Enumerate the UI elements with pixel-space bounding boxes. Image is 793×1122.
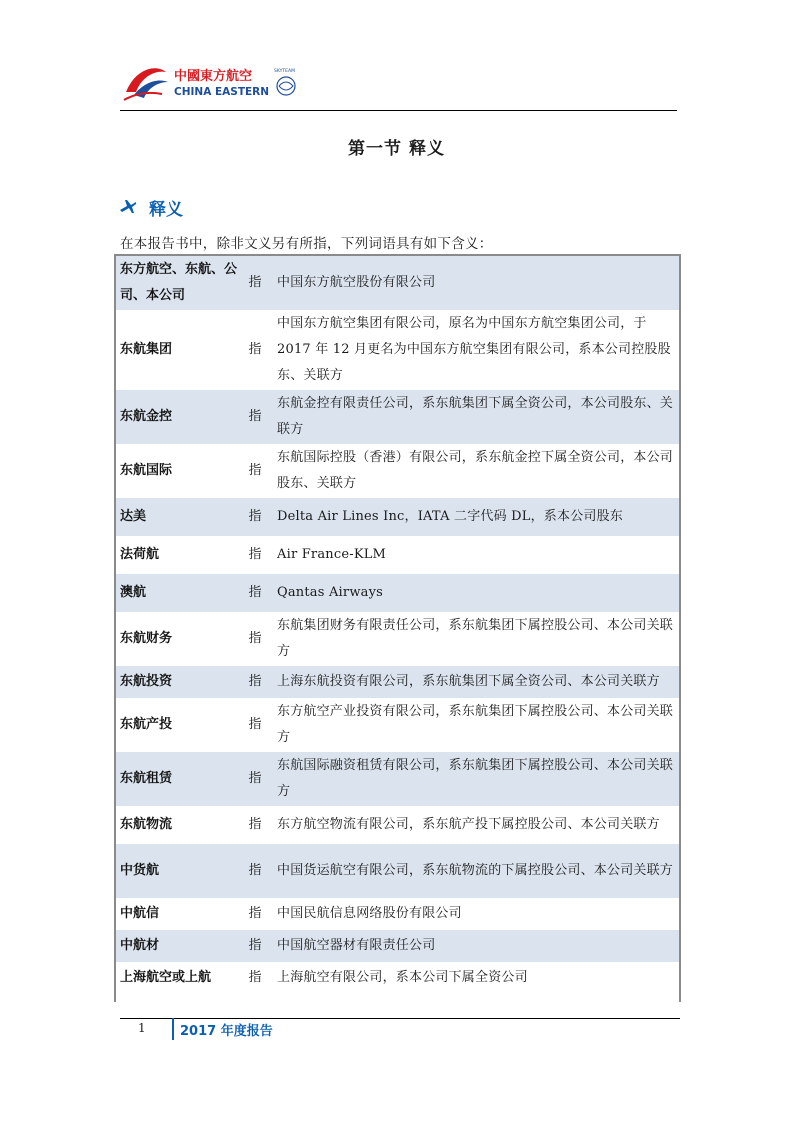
table-row — [116, 390, 679, 444]
term-cell: 东航金控 — [116, 390, 241, 444]
definition-cell: 东方航空物流有限公司，系东航产投下属控股公司、本公司关联方 — [277, 817, 660, 832]
table-row — [116, 962, 679, 994]
term-cell: 东航财务 — [120, 631, 173, 646]
company-logo — [122, 62, 302, 104]
header-rule — [120, 110, 677, 111]
ref-cell: 指 — [241, 390, 269, 444]
definition-cell: 中国民航信息网络股份有限公司 — [277, 906, 462, 921]
definition-cell: 中国东方航空股份有限公司 — [269, 256, 679, 310]
definitions-table — [114, 254, 681, 1002]
ref-cell: 指 — [248, 817, 262, 832]
table-row — [116, 536, 679, 574]
ref-cell: 指 — [248, 970, 262, 985]
logo-skyteam-text: SKYTEAM — [274, 69, 295, 74]
definition-cell: Air France-KLM — [277, 547, 387, 562]
ref-cell: 指 — [241, 666, 269, 698]
definition-cell: 中国货运航空有限公司，系东航物流的下属控股公司、本公司关联方 — [269, 844, 679, 898]
definition-cell: 中国东方航空集团有限公司，原名为中国东方航空集团公司，于 2017 年 12 月更名为中国东方航空集团有限公司，系本公司控股股东、关联方 — [277, 316, 671, 383]
airplane-icon — [119, 199, 137, 215]
table-row — [116, 310, 679, 390]
term-cell: 东航产投 — [120, 717, 173, 732]
table-row — [116, 898, 679, 930]
table-row — [116, 806, 679, 844]
definition-cell: 东航国际控股（香港）有限公司，系东航金控下属全资公司，本公司股东、关联方 — [277, 450, 674, 491]
heading-label: 释义 — [149, 199, 183, 220]
ref-cell: 指 — [248, 547, 262, 562]
definition-cell: Qantas Airways — [269, 574, 679, 612]
definition-cell: 东航金控有限责任公司，系东航集团下属全资公司，本公司股东、关联方 — [269, 390, 679, 444]
definition-cell: 上海航空有限公司，系本公司下属全资公司 — [277, 970, 528, 985]
table-row — [116, 612, 679, 666]
ref-cell: 指 — [241, 574, 269, 612]
ref-cell: 指 — [248, 717, 262, 732]
ref-cell: 指 — [248, 342, 262, 357]
term-cell: 中航信 — [120, 906, 160, 921]
table-row — [116, 444, 679, 498]
term-cell: 东航国际 — [120, 463, 173, 478]
footer-rule — [120, 1018, 680, 1019]
term-cell: 东方航空、东航、公司、本公司 — [116, 256, 241, 310]
definition-cell: Delta Air Lines Inc，IATA 二字代码 DL，系本公司股东 — [269, 498, 679, 536]
definition-cell: 东航国际融资租赁有限公司，系东航集团下属控股公司、本公司关联方 — [269, 752, 679, 806]
ref-cell: 指 — [241, 844, 269, 898]
table-row — [116, 752, 679, 806]
intro-text: 在本报告书中，除非文义另有所指，下列词语具有如下含义： — [120, 236, 493, 252]
report-name: 2017 年度报告 — [180, 1024, 273, 1039]
ref-cell: 指 — [241, 498, 269, 536]
term-cell: 东航集团 — [120, 342, 173, 357]
term-cell: 达美 — [116, 498, 241, 536]
ref-cell: 指 — [248, 463, 262, 478]
term-cell: 东航物流 — [120, 817, 173, 832]
definition-cell: 东航集团财务有限责任公司，系东航集团下属控股公司、本公司关联方 — [277, 618, 674, 659]
term-cell: 澳航 — [116, 574, 241, 612]
table-row — [116, 698, 679, 752]
logo-chinese-name: 中國東方航空 — [174, 69, 253, 84]
section-title: 第一节 释义 — [348, 139, 445, 159]
term-cell: 中货航 — [116, 844, 241, 898]
term-cell: 中航材 — [116, 930, 241, 962]
definition-cell: 中国航空器材有限责任公司 — [269, 930, 679, 962]
table-row — [116, 498, 679, 536]
term-cell: 法荷航 — [120, 547, 160, 562]
table-row — [116, 574, 679, 612]
ref-cell: 指 — [241, 752, 269, 806]
table-row — [116, 930, 679, 962]
definitions-heading — [119, 194, 183, 220]
term-cell: 东航投资 — [116, 666, 241, 698]
ref-cell: 指 — [248, 631, 262, 646]
footer-accent-bar — [172, 1018, 174, 1040]
table-row — [116, 844, 679, 898]
term-cell: 上海航空或上航 — [120, 970, 212, 985]
page-number: 1 — [138, 1021, 146, 1035]
definition-cell: 上海东航投资有限公司，系东航集团下属全资公司、本公司关联方 — [269, 666, 679, 698]
term-cell: 东航租赁 — [116, 752, 241, 806]
table-row — [116, 666, 679, 698]
ref-cell: 指 — [241, 256, 269, 310]
logo-english-name: CHINA EASTERN — [174, 86, 270, 98]
table-row — [116, 256, 679, 310]
ref-cell: 指 — [248, 906, 262, 921]
definition-cell: 东方航空产业投资有限公司，系东航集团下属控股公司、本公司关联方 — [277, 704, 674, 745]
ref-cell: 指 — [241, 930, 269, 962]
